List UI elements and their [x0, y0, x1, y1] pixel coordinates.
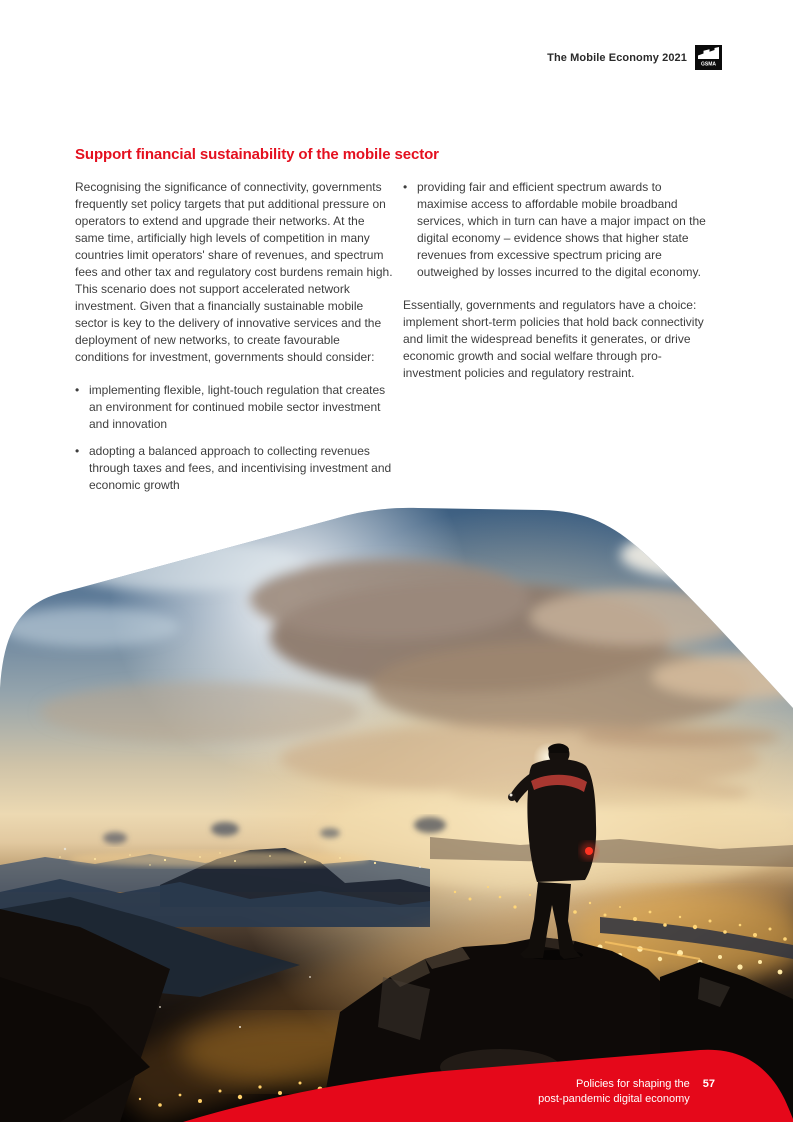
svg-text:GSMA: GSMA	[701, 61, 716, 68]
bullet-text: adopting a balanced approach to collecting revenues through taxes and fees, and incentivising investment and economic growth	[89, 444, 392, 492]
hero-photo	[0, 507, 793, 1122]
column-right	[403, 179, 715, 382]
list-item	[75, 443, 393, 494]
bullet-dot: •	[75, 444, 80, 458]
report-title: The Mobile Economy 2021	[547, 51, 687, 64]
chapter-footer	[538, 1077, 715, 1106]
bullet-list-left	[75, 382, 393, 494]
gsma-logo-icon	[695, 45, 722, 70]
bullet-text: implementing flexible, light-touch regulation that creates an environment for continued mobile sector investment and innovation	[89, 383, 386, 431]
bullet-dot: •	[403, 180, 408, 194]
section-heading: Support financial sustainability of the mobile sector	[75, 146, 439, 163]
bullet-dot: •	[75, 383, 80, 397]
column-left	[75, 179, 393, 504]
body-paragraph: Recognising the significance of connectivity, governments frequently set policy targets that put additional pressure on operators to extend and upgrade their networks. At the same time, artificially high levels of competition in many countries limit operators' share of revenues, and spectrum fees and other tax and regulatory cost burdens remain high. This scenario does not support accelerated network investment. Given that a financially sustainable mobile sector is key to the delivery of innovative services and the deployment of new networks, to create favourable conditions for investment, governments should consider:	[75, 180, 393, 364]
body-paragraph: Essentially, governments and regulators have a choice: implement short-term policies that hold back connectivity and limit the widespread benefits it generates, or drive economic growth and social welfare through pro-investment policies and regulatory restraint.	[403, 298, 704, 380]
chapter-title-line1: Policies for shaping the	[576, 1078, 690, 1090]
list-item	[403, 179, 715, 281]
chapter-title-line2: post-pandemic digital economy	[538, 1092, 690, 1105]
bullet-text: providing fair and efficient spectrum awards to maximise access to affordable mobile broadband services, which in turn can have a major impact on the digital economy – evidence shows that higher state revenues from excessive spectrum pricing are outweighed by losses incurred to the digital economy.	[417, 180, 706, 279]
report-header	[547, 45, 722, 70]
page-number: 57	[702, 1078, 715, 1090]
chapter-title	[538, 1077, 690, 1106]
list-item	[75, 382, 393, 433]
bullet-list-right	[403, 179, 715, 281]
